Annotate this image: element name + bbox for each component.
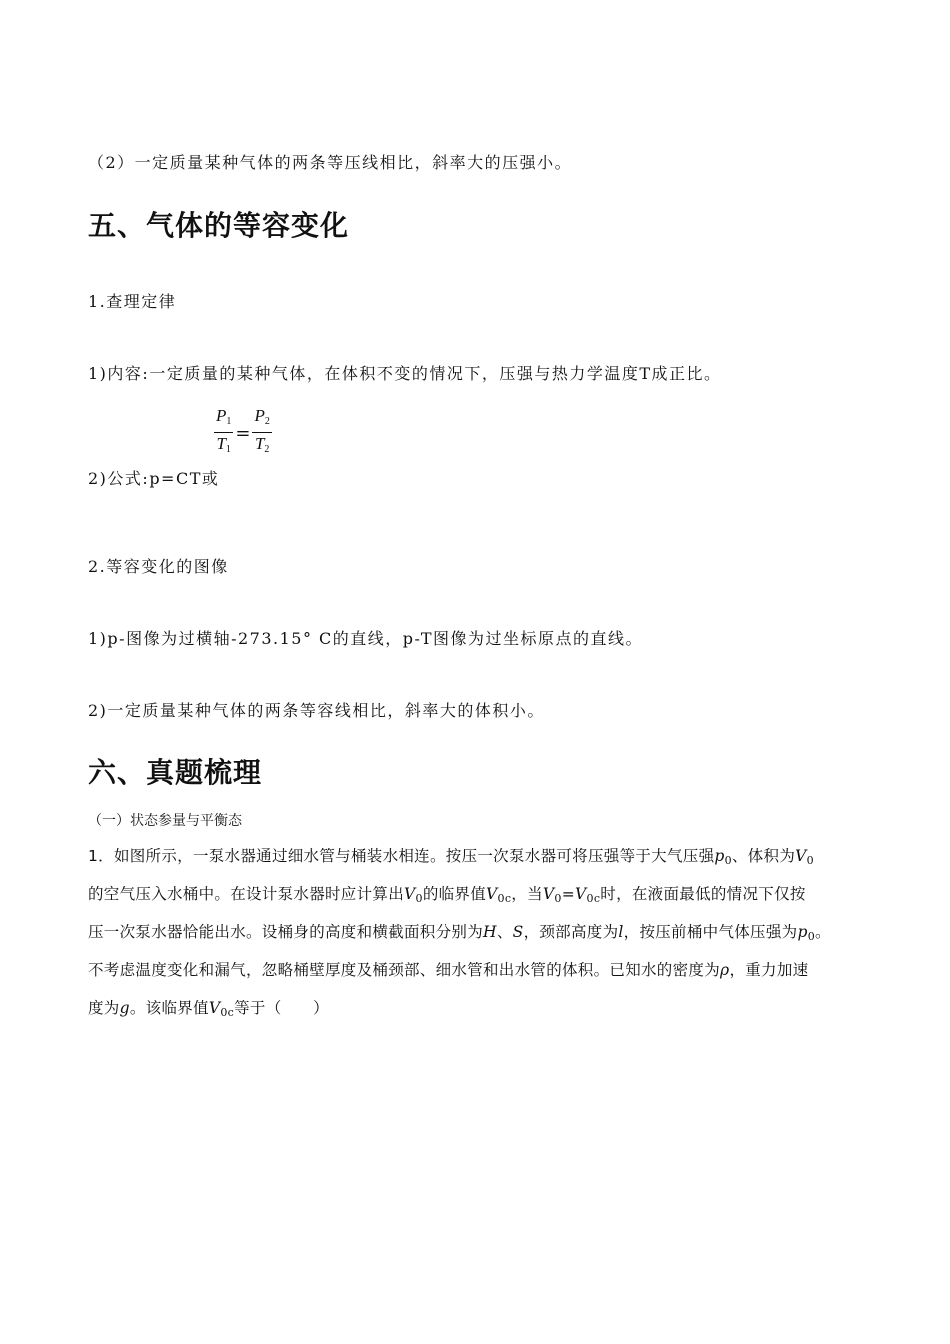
question-line-1: 1．如图所示，一泵水器通过细水管与桶装水相连。按压一次泵水器可将压强等于大气压强$p_0$、体积为$V_0$: [88, 847, 814, 867]
formula-fraction: $\frac{P_1}{T_1}$ = $\frac{P_2}{T_2}$: [216, 406, 270, 455]
question-line-3: 压一次泵水器恰能出水。设桶身的高度和横截面积分别为H、S，颈部高度为l，按压前桶中气体压强为$p_0$。: [88, 923, 831, 943]
formula-line: 2)公式:p=CT或: [88, 469, 220, 488]
charles-law-title: 1.查理定律: [88, 292, 177, 311]
question-line-2: 的空气压入水桶中。在设计泵水器时应计算出$V_0$的临界值$V_{0c}$，当$V_0=V_{0c}$时，在液面最低的情况下仅按: [88, 885, 806, 905]
law-content: 1)内容:一定质量的某种气体，在体积不变的情况下，压强与热力学温度T成正比。: [88, 364, 722, 383]
image-point-2: 2)一定质量某种气体的两条等容线相比，斜率大的体积小。: [88, 701, 545, 720]
image-title: 2.等容变化的图像: [88, 557, 229, 576]
section-6-heading: 六、真题梳理: [88, 756, 263, 789]
question-line-5: 度为g。该临界值$V_{0c}$等于（ ）: [88, 999, 329, 1019]
image-point-1: 1)p-图像为过横轴-273.15° C的直线，p-T图像为过坐标原点的直线。: [88, 629, 644, 648]
isobar-note: （2）一定质量某种气体的两条等压线相比，斜率大的压强小。: [88, 153, 573, 172]
section-5-heading: 五、气体的等容变化: [88, 209, 350, 242]
question-line-4: 不考虑温度变化和漏气，忽略桶壁厚度及桶颈部、细水管和出水管的体积。已知水的密度为ρ，重力加速: [88, 961, 809, 979]
subsection-heading: （一）状态参量与平衡态: [88, 813, 242, 829]
